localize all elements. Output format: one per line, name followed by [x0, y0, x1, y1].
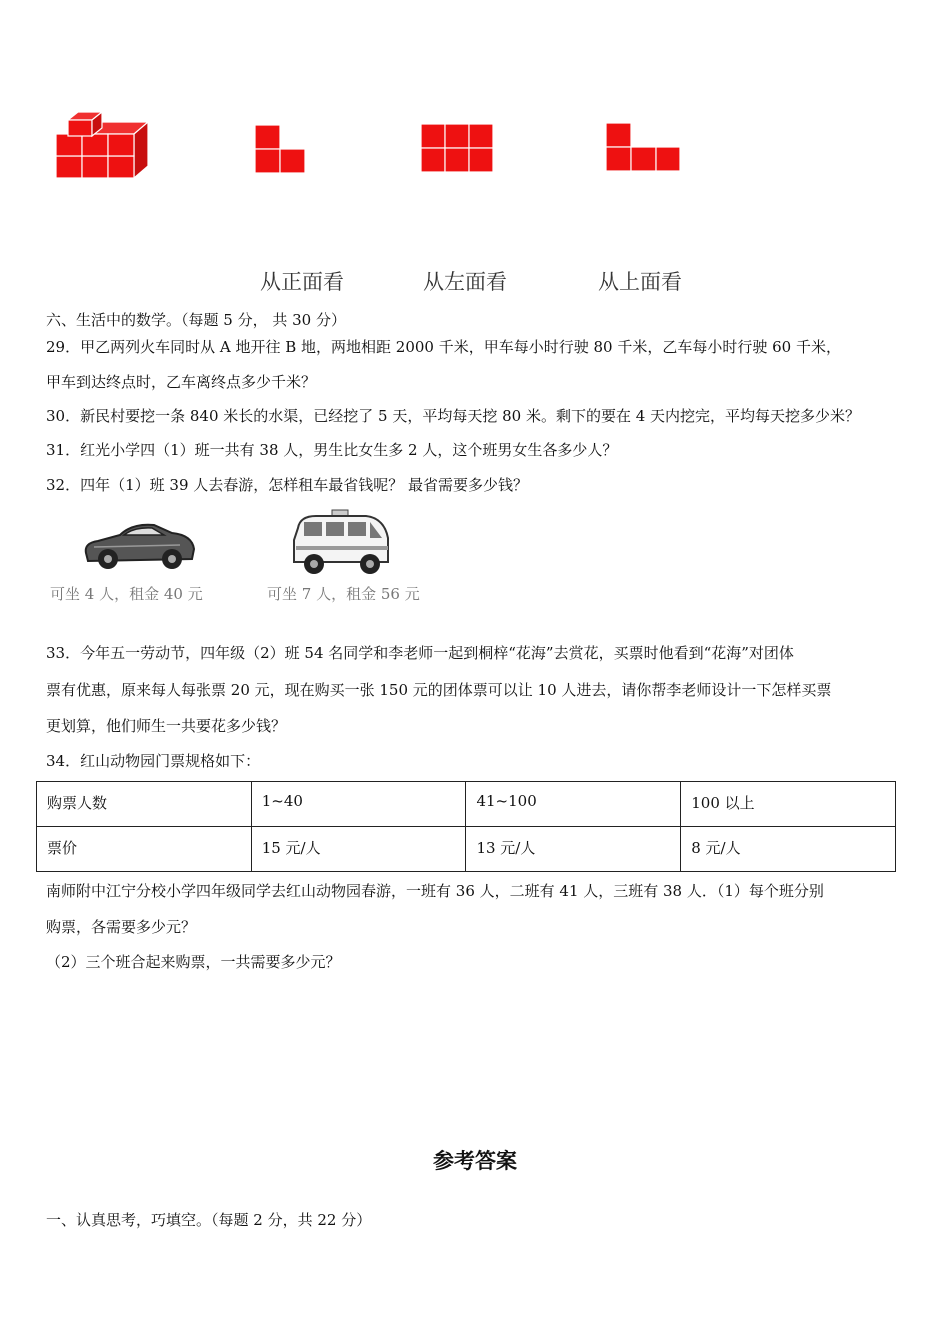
question-34-line-1: 南师附中江宁分校小学四年级同学去红山动物园春游，一班有 36 人，二班有 41 人，三班有 38 人．（1）每个班分别 [46, 882, 824, 900]
question-30: 30．新民村要挖一条 840 米长的水渠，已经挖了 5 天，平均每天挖 80 米。剩下的要在 4 天内挖完，平均每天挖多少米？ [46, 407, 861, 425]
car-1-caption: 可坐 4 人，租金 40 元 [50, 585, 203, 603]
question-31: 31．红光小学四（1）班一共有 38 人，男生比女生多 2 人，这个班男女生各多少人？ [46, 441, 618, 459]
question-34-line-2: 购票，各需要多少元？ [46, 918, 197, 936]
answers-title: 参考答案 [433, 1148, 517, 1173]
table-cell: 8 元/人 [681, 827, 896, 872]
van-image [288, 508, 392, 578]
front-view-figure [254, 124, 306, 176]
question-34: 34．红山动物园门票规格如下： [46, 752, 261, 770]
sports-car-image [80, 515, 198, 573]
answers-section-1-heading: 一、认真思考，巧填空。（每题 2 分，共 22 分） [46, 1211, 372, 1229]
question-33-line-1: 33．今年五一劳动节，四年级（2）班 54 名同学和李老师一起到桐梓“花海”去赏花，买票时他看到“花海”对团体 [46, 644, 794, 662]
view-label-top: 从上面看 [598, 270, 682, 294]
question-33-line-3: 更划算，他们师生一共要花多少钱？ [46, 717, 287, 735]
table-row [37, 782, 896, 827]
question-32: 32．四年（1）班 39 人去春游，怎样租车最省钱呢？ 最省需要多少钱？ [46, 476, 529, 494]
table-cell: 100 以上 [681, 782, 896, 827]
question-33-line-2: 票有优惠，原来每人每张票 20 元，现在购买一张 150 元的团体票可以让 10 人进去，请你帮李老师设计一下怎样买票 [46, 681, 832, 699]
question-29-line-2: 甲车到达终点时，乙车离终点多少千米？ [46, 373, 317, 391]
table-cell: 购票人数 [37, 782, 252, 827]
top-view-figure [605, 122, 681, 174]
left-view-figure [420, 123, 495, 175]
table-cell: 1~40 [251, 782, 466, 827]
table-cell: 13 元/人 [466, 827, 681, 872]
question-29-line-1: 29．甲乙两列火车同时从 A 地开往 B 地，两地相距 2000 千米，甲车每小时行驶 80 千米，乙车每小时行驶 60 千米， [46, 338, 841, 356]
view-label-front: 从正面看 [260, 270, 344, 294]
table-cell: 15 元/人 [251, 827, 466, 872]
ticket-price-table [36, 781, 896, 872]
view-label-left: 从左面看 [423, 270, 507, 294]
table-row [37, 827, 896, 872]
question-34-line-3: （2）三个班合起来购票，一共需要多少元？ [46, 953, 341, 971]
table-cell: 票价 [37, 827, 252, 872]
section-6-heading: 六、生活中的数学。（每题 5 分， 共 30 分） [46, 311, 346, 329]
cube-stack-figure [52, 110, 152, 185]
table-cell: 41~100 [466, 782, 681, 827]
car-2-caption: 可坐 7 人，租金 56 元 [267, 585, 420, 603]
